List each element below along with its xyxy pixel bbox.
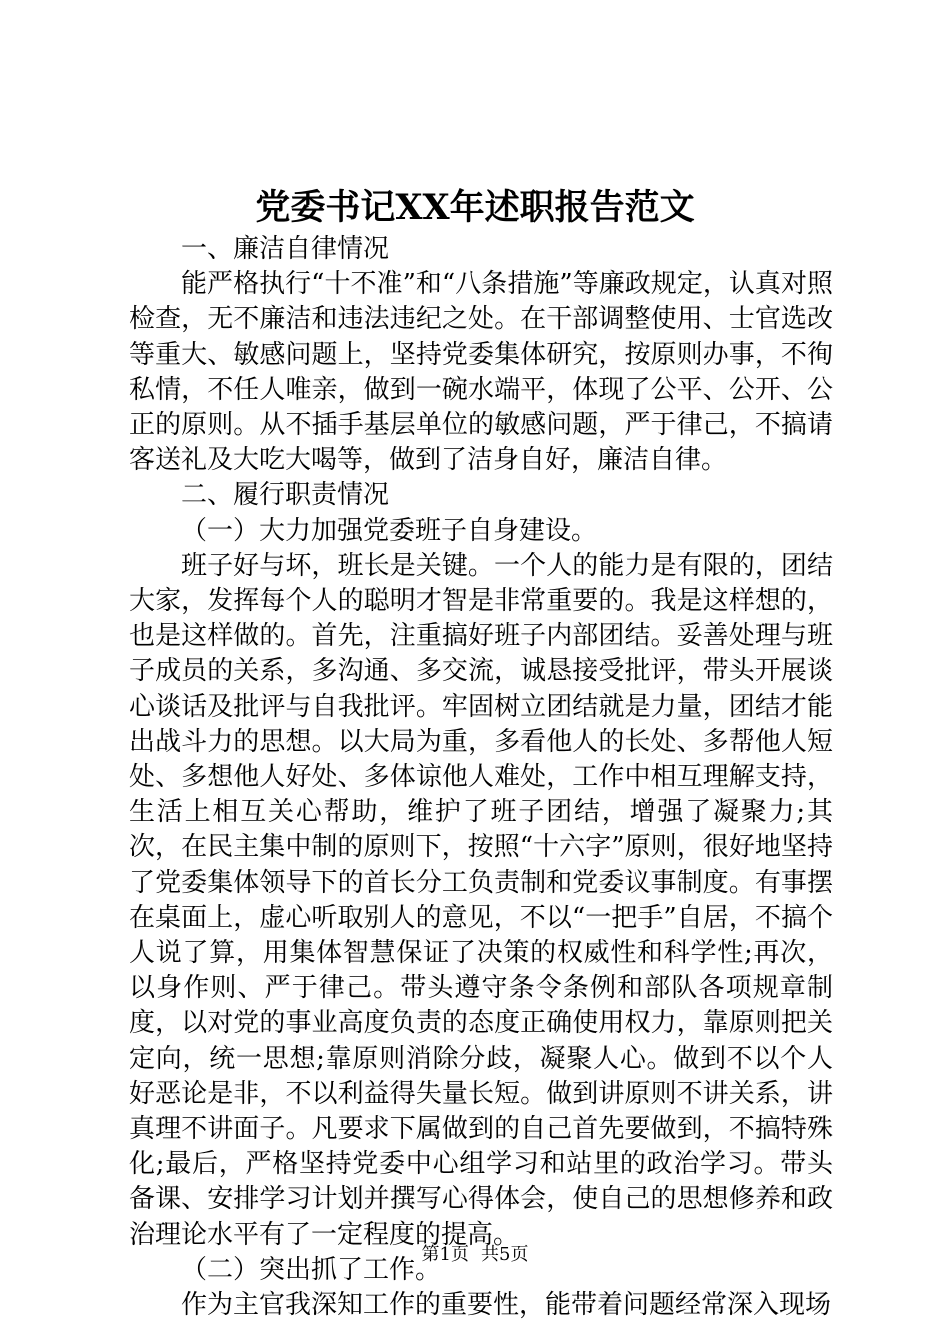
page-total: 共5页 (481, 1244, 529, 1265)
subsection-heading-team: （一）大力加强党委班子自身建设。 (181, 515, 598, 546)
page-number: 第1页 (421, 1244, 469, 1265)
page-footer (0, 1244, 950, 1266)
paragraph-integrity: 能严格执行“十不准”和“八条措施”等廉政规定，认真对照检查，无不廉洁和违法违纪之处。在干部调整使用、士官选改等重大、敏感问题上，坚持党委集体研究，按原则办事，不徇私情，不任人唯亲，做到一碗水端平，体现了公平、公开、公正的原则。从不插手基层单位的敏感问题，严于律己，不搞请客送礼及大吃大喝等，做到了洁身自好，廉洁自律。 (129, 269, 833, 476)
paragraph-team: 班子好与坏，班长是关键。一个人的能力是有限的，团结大家，发挥每个人的聪明才智是非常重要的。我是这样想的，也是这样做的。首先，注重搞好班子内部团结。妥善处理与班子成员的关系，多沟通、多交流，诚恳接受批评，带头开展谈心谈话及批评与自我批评。牢固树立团结就是力量，团结才能出战斗力的思想。以大局为重，多看他人的长处、多帮他人短处、多想他人好处、多体谅他人难处，工作中相互理解支持，生活上相互关心帮助，维护了班子团结，增强了凝聚力;其次，在民主集中制的原则下，按照“十六字”原则，很好地坚持了党委集体领导下的首长分工负责制和党委议事制度。有事摆在桌面上，虚心听取别人的意见，不以“一把手”自居，不搞个人说了算，用集体智慧保证了决策的权威性和科学性;再次，以身作则、严于律己。带头遵守条令条例和部队各项规章制度，以对党的事业高度负责的态度正确使用权力，靠原则把关定向，统一思想;靠原则消除分歧，凝聚人心。做到不以个人好恶论是非，不以利益得失量长短。做到讲原则不讲关系，讲真理不讲面子。凡要求下属做到的自己首先要做到，不搞特殊化;最后，严格坚持党委中心组学习和站里的政治学习。带头备课、安排学习计划并撰写心得体会，使自己的思想修养和政治理论水平有了一定程度的提高。 (129, 550, 833, 1250)
section-heading-integrity: 一、廉洁自律情况 (181, 234, 390, 264)
document-title: 党委书记XX年述职报告范文 (255, 187, 695, 228)
paragraph-work: 作为主官我深知工作的重要性，能带着问题经常深入现场 (181, 1290, 832, 1321)
section-heading-duties: 二、履行职责情况 (181, 480, 390, 511)
document-body (129, 232, 833, 1323)
subsection-heading-work: （二）突出抓了工作。 (181, 1254, 442, 1285)
